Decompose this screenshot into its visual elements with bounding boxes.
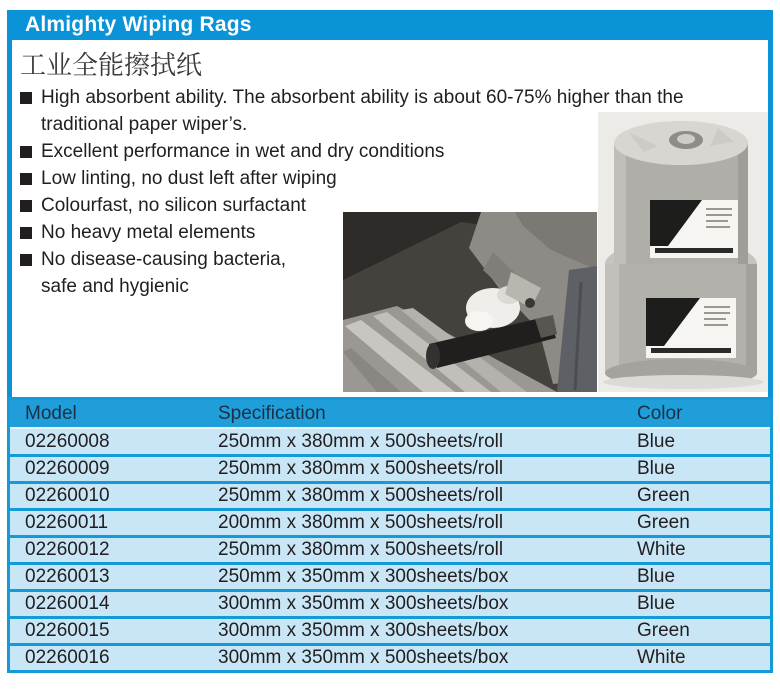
color-cell: Blue: [637, 458, 676, 479]
bullet-square-icon: [20, 173, 32, 185]
color-cell: Green: [637, 512, 690, 533]
color-cell: Blue: [637, 430, 676, 452]
table-row: [10, 589, 770, 616]
spec-cell: 200mm x 380mm x 500sheets/roll: [218, 512, 504, 533]
spec-cell: 250mm x 350mm x 300sheets/box: [218, 566, 509, 587]
spec-cell: 300mm x 350mm x 300sheets/box: [218, 620, 509, 641]
col-header-color: Color: [637, 402, 683, 424]
model-cell: 02260009: [25, 458, 110, 479]
model-cell: 02260014: [25, 593, 110, 614]
spec-cell: 300mm x 350mm x 300sheets/box: [218, 593, 509, 614]
model-cell: 02260010: [25, 485, 110, 506]
feature-text: High absorbent ability. The absorbent ability is about 60-75% higher than the traditional paper wiper’s.: [41, 87, 684, 135]
table-row: [10, 643, 770, 670]
feature-text: Low linting, no dust left after wiping: [41, 168, 337, 189]
product-rolls-photo: [598, 112, 768, 392]
spec-cell: 250mm x 380mm x 500sheets/roll: [218, 539, 504, 560]
table-body: [10, 427, 770, 670]
page-title: Almighty Wiping Rags: [25, 13, 252, 36]
table-row: [10, 616, 770, 643]
left-border-strip: [7, 40, 12, 397]
col-header-model: Model: [25, 402, 77, 424]
color-cell: Green: [637, 485, 690, 506]
feature-text: Colourfast, no silicon surfactant: [41, 195, 307, 216]
color-cell: White: [637, 647, 686, 668]
bullet-square-icon: [20, 92, 32, 104]
color-cell: Blue: [637, 593, 676, 614]
table-row: [10, 535, 770, 562]
model-cell: 02260015: [25, 620, 110, 641]
table-header-row: [10, 400, 770, 427]
table-row: [10, 562, 770, 589]
table-row: [10, 427, 770, 454]
bullet-square-icon: [20, 146, 32, 158]
feature-item: [20, 246, 320, 300]
table-row: [10, 508, 770, 535]
right-border-strip: [768, 40, 773, 397]
feature-text: No disease-causing bacteria, safe and hygienic: [41, 249, 287, 297]
spec-cell: 250mm x 380mm x 500sheets/roll: [218, 485, 504, 506]
model-cell: 02260013: [25, 566, 110, 587]
model-cell: 02260008: [25, 430, 110, 452]
spec-cell: 250mm x 380mm x 500sheets/roll: [218, 430, 504, 452]
wiping-demo-photo: [343, 212, 597, 392]
model-cell: 02260011: [25, 512, 109, 533]
model-cell: 02260016: [25, 647, 110, 668]
header-bar: [7, 10, 773, 40]
subtitle-chinese: 工业全能擦拭纸: [20, 50, 203, 80]
feature-text: No heavy metal elements: [41, 222, 256, 243]
feature-text: Excellent performance in wet and dry conditions: [41, 141, 445, 162]
model-cell: 02260012: [25, 539, 110, 560]
bullet-square-icon: [20, 227, 32, 239]
bullet-square-icon: [20, 254, 32, 266]
color-cell: Green: [637, 620, 690, 641]
color-cell: White: [637, 539, 686, 560]
color-cell: Blue: [637, 566, 676, 587]
products-table: [7, 397, 773, 673]
spec-cell: 300mm x 350mm x 500sheets/box: [218, 647, 509, 668]
table-row: [10, 481, 770, 508]
col-header-specification: Specification: [218, 402, 326, 424]
table-row: [10, 454, 770, 481]
wiping-photo-graphic: [343, 212, 597, 392]
bullet-square-icon: [20, 200, 32, 212]
spec-cell: 250mm x 380mm x 500sheets/roll: [218, 458, 504, 479]
rolls-photo-graphic: [598, 112, 768, 392]
